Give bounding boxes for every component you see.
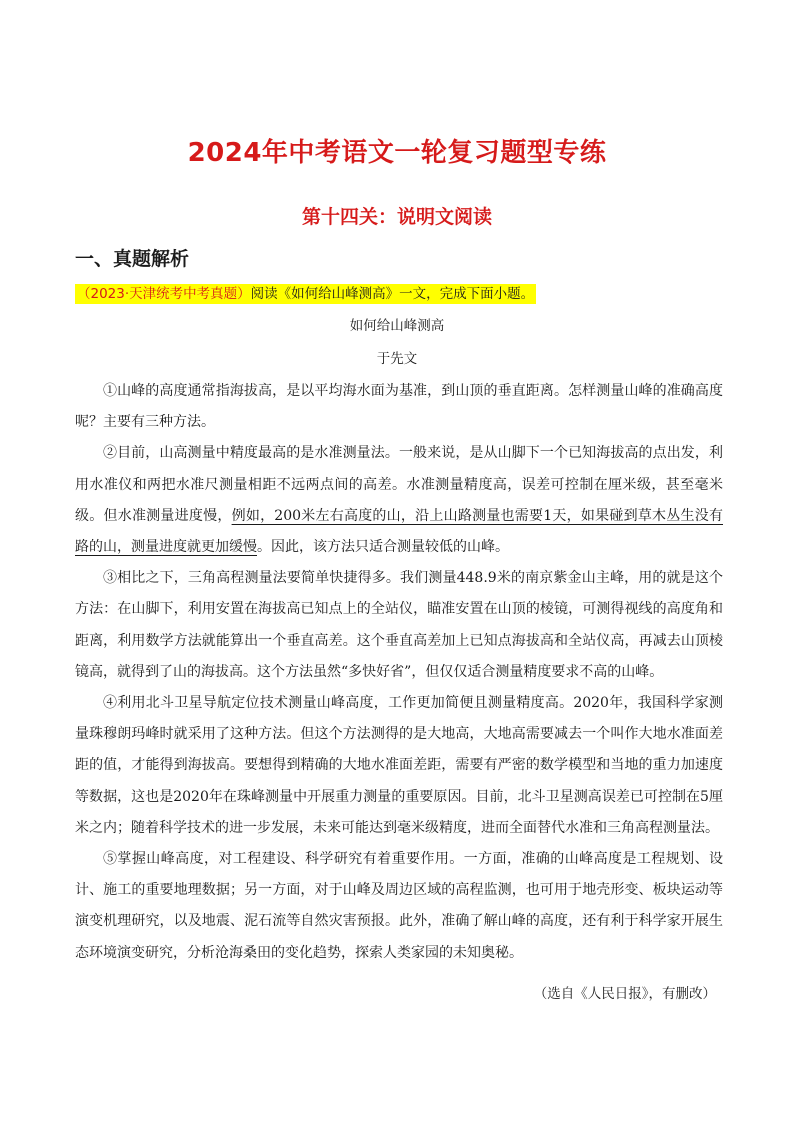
paragraph-5: ⑤掌握山峰高度，对工程建设、科学研究有着重要作用。一方面，准确的山峰高度是工程规划、设计、施工的重要地理数据；另一方面，对于山峰及周边区域的高程监测，也可用于地壳形变、板块运动等演变机理研究，以及地震、泥石流等自然灾害预报。此外，准确了解山峰的高度，还有利于科学家开展生态环境演变研究，分析沧海桑田的变化趋势，探索人类家园的未知奥秘。 (75, 851, 723, 961)
main-title: 2024年中考语文一轮复习题型专练 (187, 138, 607, 168)
paragraph-2-text-b: 。因此，该方法只适合测量较低的山峰。 (257, 539, 509, 556)
article-citation: （选自《人民日报》，有删改） (533, 986, 716, 1002)
question-source-highlight (75, 284, 536, 304)
paragraph-2 (75, 438, 723, 563)
paragraph-4: ④利用北斗卫星导航定位技术测量山峰高度，工作更加简便且测量精度高。2020年，我国科学家测量珠穆朗玛峰时就采用了这种方法。但这个方法测得的是大地高，大地高需要减去一个叫作大地水准面差距的值，才能得到海拔高。要想得到精确的大地水准面差距，需要有严密的数学模型和当地的重力加速度等数据，这也是2020年在珠峰测量中开展重力测量的重要原因。目前，北斗卫星测高误差已可控制在5厘米之内；随着科学技术的进一步发展，未来可能达到毫米级精度，进而全面替代水准和三角高程测量法。 (75, 695, 723, 836)
section-heading: 一、真题解析 (75, 248, 190, 270)
article-author: 于先文 (376, 351, 418, 367)
paragraph-3: ③相比之下，三角高程测量法要简单快捷得多。我们测量448.9米的南京紫金山主峰，用的就是这个方法：在山脚下，利用安置在海拔高已知点上的全站仪，瞄准安置在山顶的棱镜，可测得视线的高度角和距离，利用数学方法就能算出一个垂直高差。这个垂直高差加上已知点海拔高和全站仪高，再减去山顶棱镜高，就得到了山的海拔高。这个方法虽然“多快好省”，但仅仅适合测量精度要求不高的山峰。 (75, 570, 723, 680)
paragraph-1: ①山峰的高度通常指海拔高，是以平均海水面为基准，到山顶的垂直距离。怎样测量山峰的准确高度呢？主要有三种方法。 (75, 383, 723, 431)
exam-source-tag: （2023·天津统考中考真题） (77, 286, 251, 302)
article-body (75, 376, 723, 969)
reading-instruction: 阅读《如何给山峰测高》一文，完成下面小题。 (250, 286, 535, 302)
article-title: 如何给山峰测高 (349, 318, 445, 334)
sub-title: 第十四关：说明文阅读 (301, 206, 492, 228)
underlined-example-sentence: 例如，200米左右高度的山，沿上山路测量也需要1天，如果碰到草木丛生没有路的山，测量进度就更加缓慢 (75, 507, 723, 556)
paragraph-2-text-a: ②目前，山高测量中精度最高的是水准测量法。一般来说，是从山脚下一个已知海拔高的点出发，利用水准仪和两把水准尺测量相距不远两点间的高差。水准测量精度高，误差可控制在厘米级，甚至毫米级。但水准测量进度慢， (75, 445, 723, 524)
